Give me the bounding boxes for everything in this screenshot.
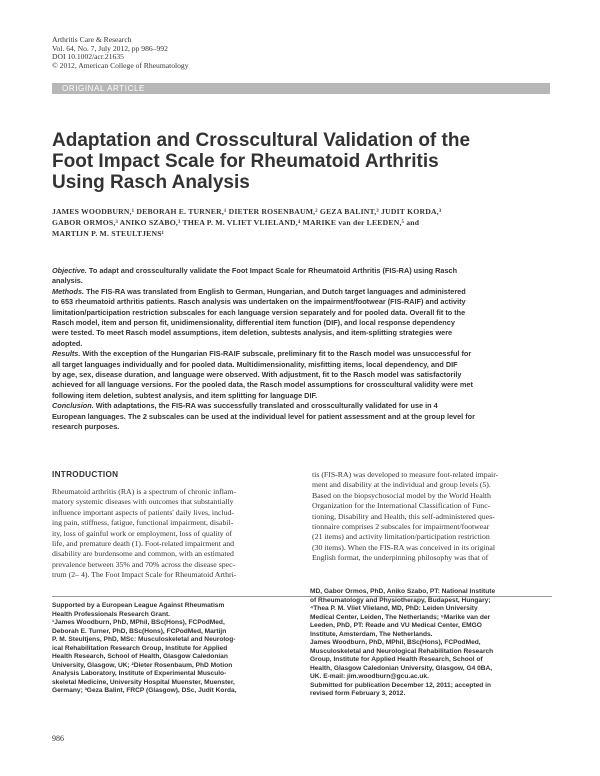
results-label: Results. (52, 349, 81, 359)
journal-volume: Vol. 64, No. 7, July 2012, pp 986–992 (52, 43, 168, 53)
introduction-heading: INTRODUCTION (52, 470, 119, 479)
footnote-line: MD, Gabor Ormos, PhD, Aniko Szabo, PT: National Institute (310, 588, 496, 595)
journal-name: Arthritis Care & Research (52, 35, 132, 44)
text-line: Rheumatoid arthritis (RA) is a spectrum of chronic inflam- (52, 487, 237, 496)
abstract-line: analysis. (52, 276, 83, 286)
journal-header (52, 36, 352, 70)
text-line: life, and premature death (1). Foot-related impairment and (52, 539, 235, 549)
abstract-line: to 653 rheumatoid arthritis patients. Rasch analysis was undertaken on the impairment/footwear (FIS-RAIF) and activity (52, 297, 466, 307)
footnote-line: Deborah E. Turner, PhD, BSc(Hons), FCPodMed, Martijn (52, 627, 227, 635)
footnote-line: ¹James Woodburn, PhD, MPhil, BSc(Hons), FCPodMed, (52, 619, 225, 626)
body-column-left (52, 470, 290, 581)
journal-copyright: © 2012, American College of Rheumatology (52, 60, 189, 70)
footnote-line: of Rheumatology and Physiotherapy, Budapest, Hungary; (310, 596, 491, 604)
abstract-line: Methods. The FIS-RA was translated from English to German, Hungarian, and Dutch target languages and administered (52, 286, 466, 296)
abstract-line: research purposes. (52, 422, 120, 432)
footnote-line: Health Research, School of Health, Glasgow Caledonian (52, 653, 228, 660)
introduction-text-right (312, 470, 552, 564)
text-line: tioning, Disability and Health, this self-administered ques- (312, 511, 495, 521)
section-label: ORIGINAL ARTICLE (52, 83, 550, 94)
footnote-line: Submitted for publication December 12, 2011; accepted in (310, 681, 492, 689)
text-line: matory systemic diseases with outcomes that substantially (52, 497, 234, 507)
text-line: tionnaire comprises 2 subscales for impairment/footwear (312, 522, 490, 532)
footnotes-left (52, 602, 292, 696)
text-line: English format, the underpinning philosophy was that of (312, 553, 489, 563)
footnote-line: Medical Center, Leiden, The Netherlands; ⁵Marike van der (310, 613, 491, 621)
text-line: Based on the biopsychosocial model by the World Health (312, 490, 491, 500)
footnote-line: UK. E-mail: jim.woodburn@gcu.ac.uk. (310, 673, 429, 680)
journal-doi: DOI 10.1002/acr.21635 (52, 52, 124, 62)
text-line: disability are burdensome and common, with an estimated (52, 549, 234, 559)
text-line: ment and disability at the individual and group levels (5). (312, 480, 491, 490)
footnote-line: Health Professionals Research Grant. (52, 610, 170, 618)
footnote-line: skeletal Medicine, University Hospital Muenster, Muenster, (52, 678, 235, 686)
footnote-line: Germany; ³Geza Balint, FRCP (Glasgow), DSc, Judit Korda, (52, 687, 237, 694)
footnote-line: Analysis Laboratory, Institute of Experimental Musculo- (52, 670, 227, 677)
abstract-line: Results. With the exception of the Hungarian FIS-RAIF subscale, preliminary fit to the Rasch model was unsuccessful for (52, 349, 472, 359)
abstract-line: Objective. To adapt and crossculturally validate the Foot Impact Scale for Rheumatoid Arthritis (FIS-RA) using Rasch (52, 266, 458, 275)
text-line: prevalence between 35% and 70% across the disease spec- (52, 559, 236, 569)
abstract-line: European languages. The 2 subscales can be used at the individual level for patient assessment and at the group level for (52, 411, 475, 421)
abstract-line: Conclusion. With adaptations, the FIS-RA was successfully translated and crossculturally validated for use in 4 (52, 401, 438, 411)
abstract-line: by age, sex, disease duration, and language were observed. With adjustment, fit to the Rasch model was satisfactorily (52, 370, 462, 380)
footnote-line: Institute, Amsterdam, The Netherlands. (310, 630, 433, 638)
footnotes-right (310, 588, 552, 699)
text-line: (21 items) and activity limitation/participation restriction (312, 532, 490, 542)
footnote-line: University, Glasgow, UK; ²Dieter Rosenbaum, PhD Motion (52, 661, 233, 669)
footnote-line: James Woodburn, PhD, MPhil, BSc(Hons), FCPodMed, (310, 639, 481, 646)
footnote-line: ⁴Thea P. M. Vliet Vlieland, MD, PhD: Leiden University (310, 605, 478, 612)
abstract-line: all target languages individually and for pooled data. Multidimensionality, misfitting items, local dependency, and DIF (52, 359, 458, 369)
author-line: JAMES WOODBURN,¹ DEBORAH E. TURNER,¹ DIETER ROSENBAUM,² GEZA BALINT,³ JUDIT KORDA,³ (52, 207, 442, 216)
introduction-text-left (52, 487, 290, 581)
title-line: Foot Impact Scale for Rheumatoid Arthritis (52, 151, 439, 172)
footnote-line: Supported by a European League Against Rheumatism (52, 602, 225, 609)
article-title (52, 130, 552, 193)
footnote-line: revised form February 3, 2012. (310, 690, 406, 697)
abstract (52, 266, 550, 433)
author-list (52, 206, 552, 239)
footnote-line: Group, Institute for Applied Health Research, School of (310, 656, 483, 663)
footnote-line: P. M. Steultjens, PhD, MSc: Musculoskeletal and Neurolog- (52, 636, 236, 643)
page-number: 986 (52, 734, 64, 743)
text-line: (30 items). When the FIS-RA was conceived in its original (312, 542, 496, 552)
text-line: ing pain, stiffness, fatigue, functional impairment, disabil- (52, 518, 234, 528)
abstract-line: Rasch model, item and person fit, unidimensionality, differential item function (DIF), and local response dependency (52, 318, 455, 328)
text-line: influence important aspects of patients' daily lives, includ- (52, 507, 234, 517)
abstract-line: adopted. (52, 338, 83, 348)
text-line: ity, loss of gainful work or employment, loss of quality of (52, 528, 233, 538)
title-line: Adaptation and Crosscultural Validation of the (52, 130, 471, 151)
footnote-line: Musculoskeletal and Neurological Rehabilitation Research (310, 647, 494, 655)
footnote-line: Health, Glasgow Caledonian University, Glasgow, G4 0BA, (310, 664, 493, 672)
footnote-line: ical Rehabilitation Research Group, Institute for Applied (52, 644, 228, 652)
abstract-line: following item deletion, subtest analysis, and item splitting for language DIF. (52, 390, 318, 400)
title-line: Using Rasch Analysis (52, 172, 250, 193)
objective-label: Objective. (52, 266, 87, 275)
abstract-line: achieved for all language versions. For the pooled data, the Rasch model assumptions for crosscultural validity were met (52, 380, 473, 390)
text-line: trum (2– 4). The Foot Impact Scale for Rheumatoid Arthri- (52, 570, 237, 580)
footnote-line: Leeden, PhD, PT: Reade and VU Medical Center, EMGO (310, 622, 482, 629)
abstract-line: were tested. To meet Rasch model assumptions, item deletion, subtests analysis, and item-splitting strategies were (52, 328, 453, 338)
author-line: MARTIJN P. M. STEULTJENS¹ (52, 229, 165, 238)
text-line: Organization for the International Classification of Func- (312, 501, 491, 511)
author-line: GABOR ORMOS,³ ANIKO SZABO,³ THEA P. M. VLIET VLIELAND,⁴ MARIKE van der LEEDEN,⁵ and (52, 218, 420, 227)
methods-label: Methods. (52, 286, 85, 296)
abstract-line: limitation/participation restriction subscales for each language version separately and for pooled data. Overall fit to the (52, 307, 466, 317)
conclusion-label: Conclusion. (52, 401, 94, 411)
text-line: tis (FIS-RA) was developed to measure foot-related impair- (312, 470, 499, 479)
